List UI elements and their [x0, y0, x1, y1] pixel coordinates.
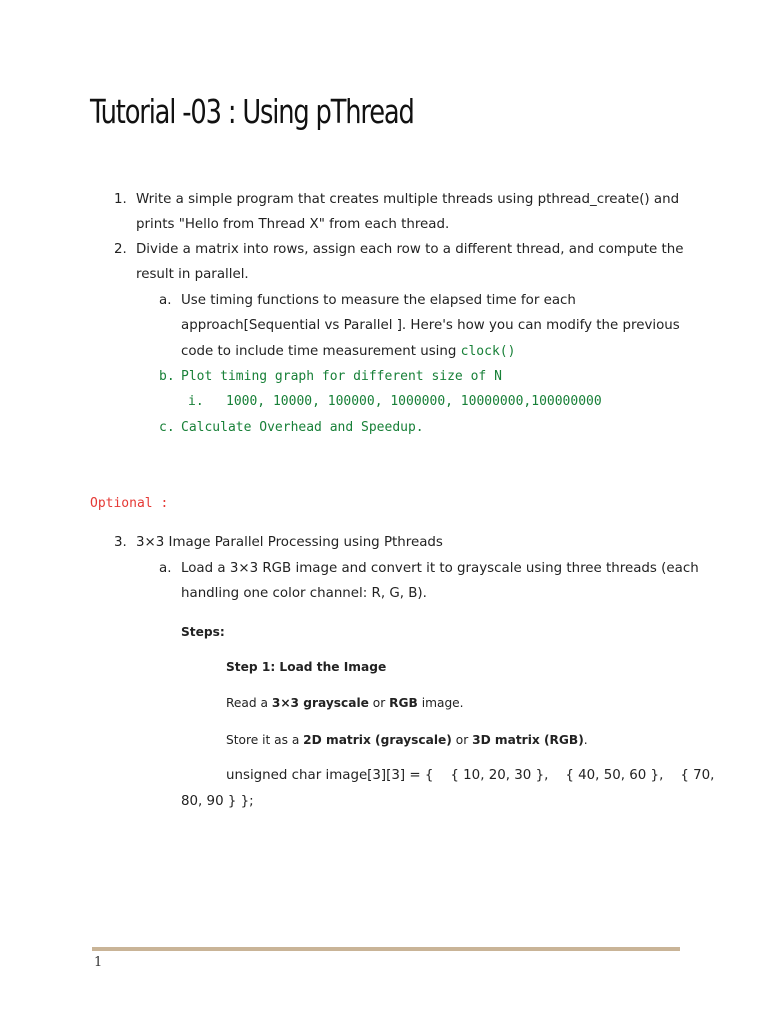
store-sentence [226, 731, 588, 749]
list-number-1: 1. [114, 192, 127, 207]
read-bold-grayscale: 3×3 grayscale [271, 696, 369, 710]
read-sentence [226, 694, 464, 712]
page-title: Tutorial -03 : Using pThread [90, 92, 414, 131]
code-line-1: unsigned char image[3][3] = { { 10, 20, 30 }, { 40, 50, 60 }, { 70, [226, 768, 715, 783]
store-suffix: . [583, 733, 588, 747]
item-2b-text: Plot timing graph for different size of N [181, 369, 502, 384]
footer-rule [92, 947, 680, 951]
code-line-2: 80, 90 } }; [181, 794, 254, 809]
item-3-letter-a: a. [159, 561, 172, 576]
steps-label: Steps: [181, 625, 225, 639]
step-1-title: Step 1: Load the Image [226, 660, 387, 674]
store-bold-2d: 2D matrix (grayscale) [303, 733, 452, 747]
list-number-2: 2. [114, 242, 127, 257]
item-2-line-1: Divide a matrix into rows, assign each row to a different thread, and compute the [136, 242, 684, 257]
item-3a-line-1: Load a 3×3 RGB image and convert it to grayscale using three threads (each [181, 561, 699, 576]
store-bold-3d: 3D matrix (RGB) [472, 733, 584, 747]
item-2a-line-3-text: code to include time measurement using [181, 344, 461, 359]
item-1-line-1: Write a simple program that creates multiple threads using pthread_create() and [136, 192, 680, 207]
item-2c-text: Calculate Overhead and Speedup. [181, 420, 424, 435]
store-mid: or [451, 733, 473, 747]
item-2a-line-1: Use timing functions to measure the elapsed time for each [181, 293, 576, 308]
inline-code-clock: clock() [460, 344, 516, 359]
read-mid: or [368, 696, 390, 710]
list-number-3: 3. [114, 535, 127, 550]
sublist-letter-b: b. [159, 369, 175, 384]
read-bold-rgb: RGB [389, 696, 418, 710]
item-2a-line-2: approach[Sequential vs Parallel ]. Here's how you can modify the previous [181, 318, 680, 333]
item-2b-i-values: 1000, 10000, 100000, 1000000, 10000000,100000000 [226, 394, 602, 409]
store-prefix: Store it as a [226, 733, 304, 747]
sublist-letter-a: a. [159, 293, 172, 308]
item-2-line-2: result in parallel. [136, 267, 249, 282]
sublist-letter-c: c. [159, 420, 175, 435]
page-number: 1 [94, 955, 103, 970]
optional-label: Optional : [90, 496, 169, 511]
item-3-text: 3×3 Image Parallel Processing using Pthreads [136, 535, 443, 550]
read-prefix: Read a [226, 696, 272, 710]
item-1-line-2: prints "Hello from Thread X" from each thread. [136, 217, 450, 232]
read-suffix: image. [417, 696, 464, 710]
sublist-roman-i: i. [188, 394, 204, 409]
item-3a-line-2: handling one color channel: R, G, B). [181, 586, 427, 601]
item-2a-line-3 [181, 343, 515, 361]
